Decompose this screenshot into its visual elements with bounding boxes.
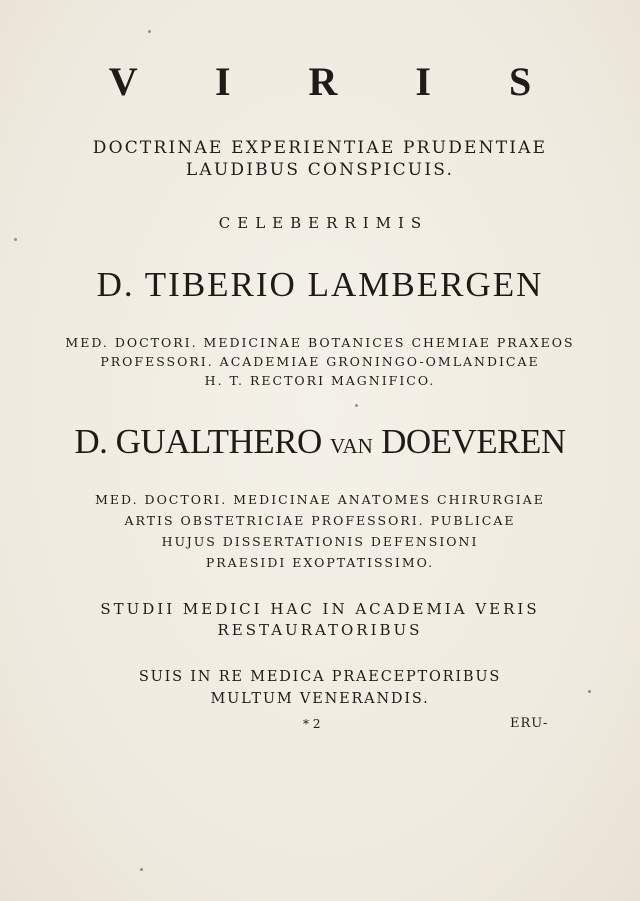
honoree-2-name [0, 422, 640, 462]
signature-mark: * 2 [303, 717, 321, 731]
honoree-1-name: D. TIBERIO LAMBERGEN [96, 265, 544, 304]
catchword: ERU- [510, 716, 549, 731]
honoree-2-line-4: PRAESIDI EXOPTATISSIMO. [205, 555, 435, 570]
honoree-1-line-1: MED. DOCTORI. MEDICINAE BOTANICES CHEMIAE PRAXEOS [65, 335, 575, 350]
suis-line-2: MULTUM VENERANDIS. [210, 691, 430, 707]
paper-speck [588, 690, 591, 693]
subtitle-line-1: DOCTRINAE EXPERIENTIAE PRUDENTIAE [92, 138, 548, 158]
honoree-2-line-2: ARTIS OBSTETRICIAE PROFESSORI. PUBLICAE [124, 513, 516, 528]
honoree-2-line-3: HUJUS DISSERTATIONIS DEFENSIONI [161, 534, 479, 549]
honoree-2-name-last: DOEVEREN [381, 422, 566, 461]
paper-speck [14, 238, 17, 241]
honoree-1-line-2: PROFESSORI. ACADEMIAE GRONINGO-OMLANDICAE [100, 354, 540, 369]
suis-line-1: SUIS IN RE MEDICA PRAECEPTORIBUS [138, 669, 502, 685]
honoree-2-line-1: MED. DOCTORI. MEDICINAE ANATOMES CHIRURGIAE [95, 492, 545, 507]
paper-speck [148, 30, 151, 33]
studii-line-1: STUDII MEDICI HAC IN ACADEMIA VERIS [100, 600, 540, 618]
honoree-1-line-3: H. T. RECTORI MAGNIFICO. [204, 373, 436, 388]
subtitle-line-2: LAUDIBUS CONSPICUIS. [185, 160, 455, 180]
paper-speck [355, 404, 358, 407]
page-title: V I R I S [108, 59, 566, 104]
paper-speck [140, 868, 143, 871]
honoree-2-name-first: D. GUALTHERO [74, 422, 322, 461]
honoree-2-name-van: VAN [330, 434, 373, 458]
celeberrimis-heading: CELEBERRIMIS [218, 214, 429, 232]
studii-line-2: RESTAURATORIBUS [217, 621, 423, 639]
